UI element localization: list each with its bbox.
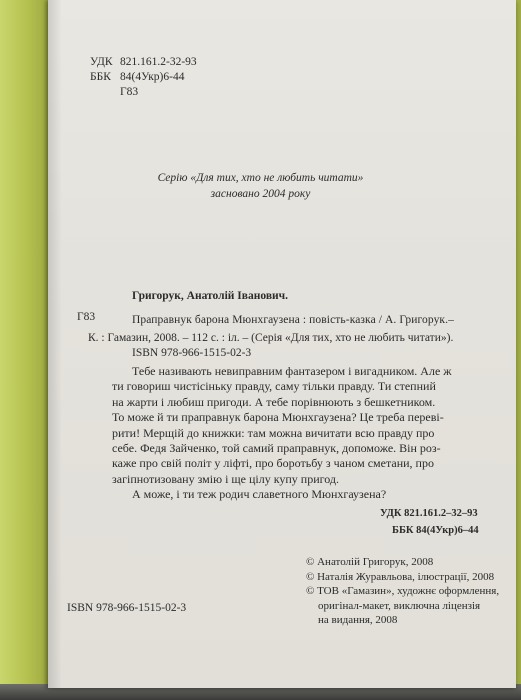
bbk-row xyxy=(90,71,197,86)
code-value: 84(4Укр)6-44 xyxy=(120,71,185,83)
bbk-bottom: ББК 84(4Укр)6–44 xyxy=(392,525,479,536)
annotation-line: загіпнотизовану змію і ще цілу купу пригод. xyxy=(112,471,340,486)
spine-shadow xyxy=(48,0,62,688)
annotation-line: ти говориш чистісіньку правду, саму тільки правду. Ти степний xyxy=(112,379,436,394)
copyright-block xyxy=(306,555,499,628)
series-note xyxy=(0,170,521,202)
annotation-line: А може, і ти теж родич славетного Мюнхгаузена? xyxy=(132,487,387,502)
copyright-line: © Анатолій Григорук, 2008 xyxy=(306,556,434,568)
series-note-line: засновано 2004 року xyxy=(210,188,311,200)
annotation xyxy=(112,364,452,503)
biblio-code: Г83 xyxy=(77,311,96,323)
copyright-line: © ТОВ «Гамазин», художнє оформлення, xyxy=(306,585,500,598)
isbn-bottom: ISBN 978-966-1515-02-3 xyxy=(67,602,187,614)
annotation-line: себе. Федя Зайченко, той самий праправнук, допоможе. Він роз- xyxy=(112,440,441,455)
annotation-line: каже про свій політ у ліфті, про боротьбу з чаном сметани, про xyxy=(112,456,434,471)
author-heading: Григорук, Анатолій Іванович. xyxy=(132,290,289,302)
code-key: ББК xyxy=(90,71,111,83)
copyright-line: © Наталія Журавльова, ілюстрації, 2008 xyxy=(306,570,495,583)
series-note-line: Серію «Для тих, хто не любить читати» xyxy=(157,172,364,184)
annotation-line: То може й ти праправнук барона Мюнхгаузена? Це треба переві- xyxy=(112,410,444,425)
isbn-top: ISBN 978-966-1515-02-3 xyxy=(132,347,252,359)
classification-codes xyxy=(90,56,197,101)
udk-bottom: УДК 821.161.2–32–93 xyxy=(380,508,478,519)
code-key: УДК xyxy=(90,56,113,68)
biblio-line-2: К. : Гамазин, 2008. – 112 с. : іл. – (Серія «Для тих, хто не любить читати»). xyxy=(88,332,454,344)
code-value: 821.161.2-32-93 xyxy=(120,56,197,68)
code-key xyxy=(90,86,120,101)
copyright-line: на видання, 2008 xyxy=(318,614,398,627)
author-mark-row xyxy=(90,86,197,101)
annotation-line: на жарти і любиш пригоди. А тебе порівнюють з бешкетником. xyxy=(112,394,436,409)
annotation-line: Тебе називають невиправним фантазером і вигадником. Але ж xyxy=(132,364,452,378)
copyright-line: оригінал-макет, виключна ліцензія xyxy=(318,599,481,612)
udk-row xyxy=(90,56,197,71)
annotation-line: рити! Мерщій до книжки: там можна вичитати всю правду про xyxy=(112,425,435,440)
code-value: Г83 xyxy=(120,86,139,98)
biblio-line-1: Праправнук барона Мюнхгаузена : повість-казка / А. Григорук.– xyxy=(132,314,454,326)
